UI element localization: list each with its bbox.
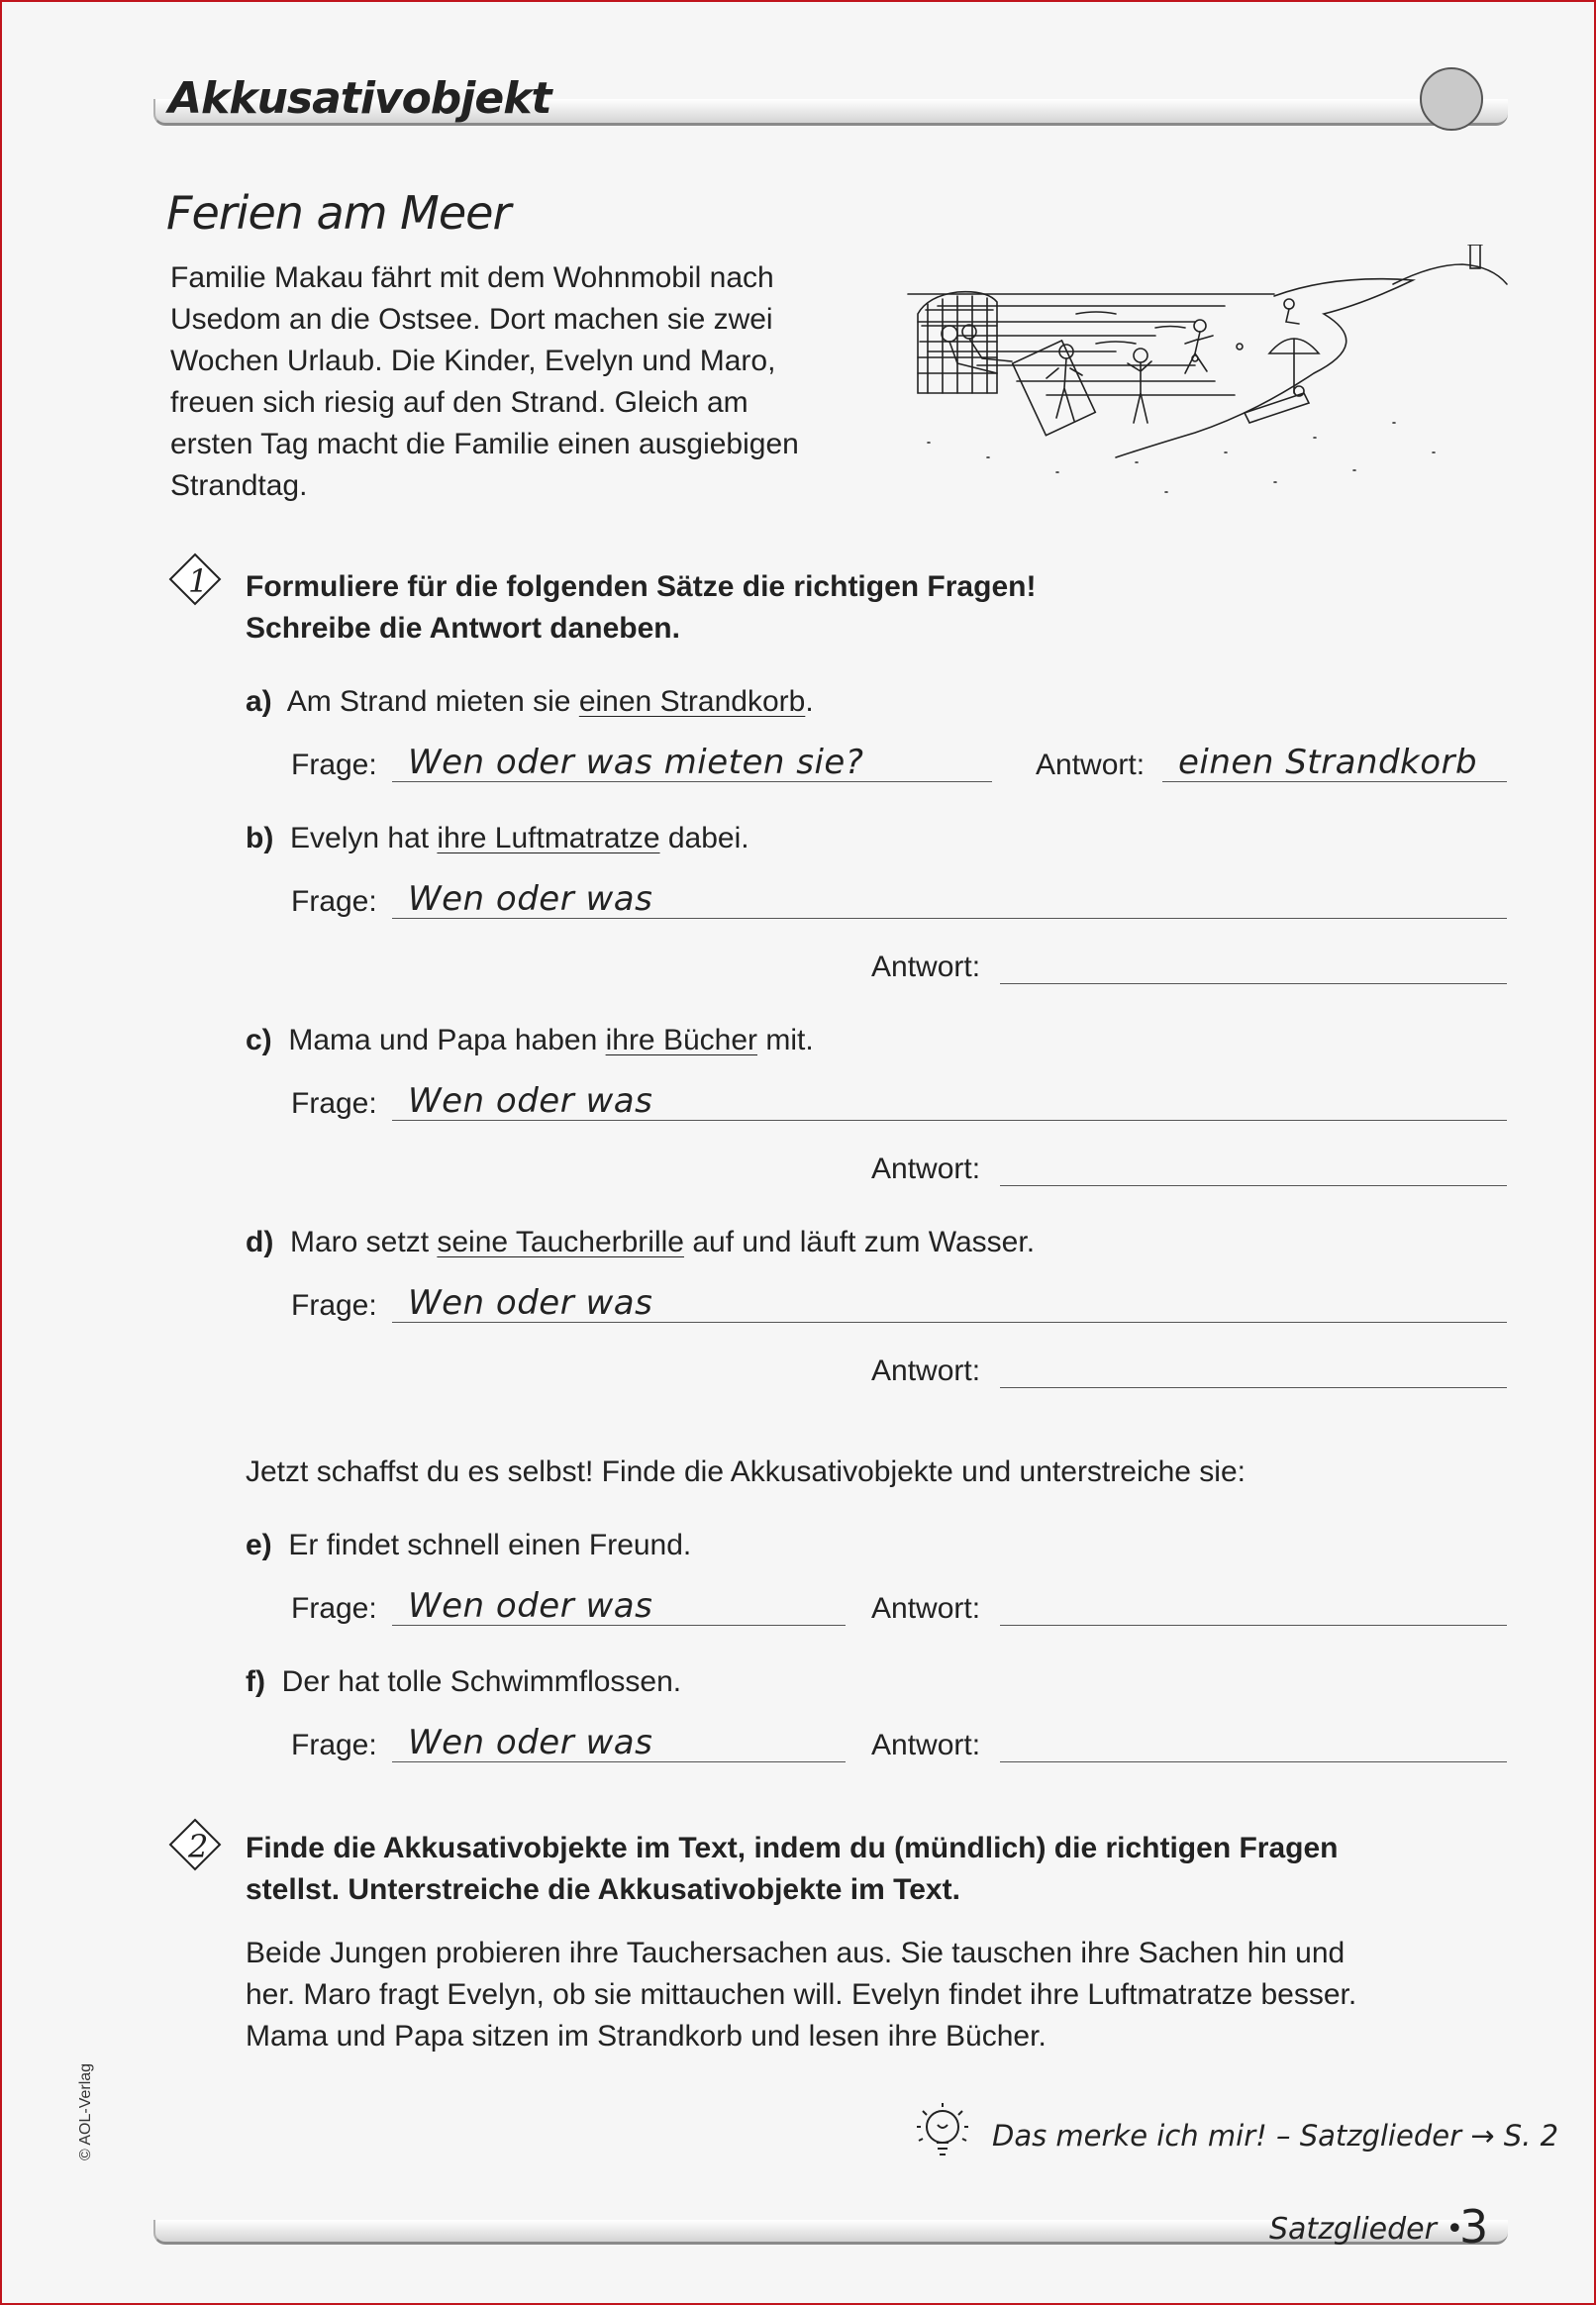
sentence-text: dabei. [659, 822, 749, 854]
item-a-sentence [246, 681, 814, 723]
story-line: Usedom an die Ostsee. Dort machen sie zwei [170, 303, 773, 336]
frage-label: Frage: [291, 1087, 377, 1120]
story-title: Ferien am Meer [166, 186, 511, 240]
item-label: e) [246, 1529, 272, 1561]
frage-label: Frage: [291, 885, 377, 918]
antwort-answer-line[interactable] [1000, 1386, 1507, 1388]
footer-section: Satzglieder • [1269, 2212, 1464, 2247]
item-c-sentence [246, 1020, 814, 1061]
sentence-text: Evelyn hat [290, 822, 438, 854]
sentence-text: Der hat tolle Schwimmflossen. [281, 1665, 682, 1698]
page-title: Akkusativobjekt [168, 73, 551, 124]
task-2-instruction [246, 1828, 1339, 1911]
antwort-answer-line[interactable] [1000, 1624, 1507, 1626]
frage-label: Frage: [291, 1729, 377, 1761]
story-line: freuen sich riesig auf den Strand. Gleich am [170, 386, 748, 419]
item-label: f) [246, 1665, 265, 1698]
akkusativ-object: ihre Bücher [605, 1024, 758, 1056]
header-circle [1420, 67, 1483, 131]
self-instruction: Jetzt schaffst du es selbst! Finde die Akkusativobjekte und unterstreiche sie: [246, 1455, 1246, 1488]
sentence-text: Maro setzt [290, 1226, 438, 1258]
task-1-instruction-line: Formuliere für die folgenden Sätze die richtigen Fragen! [246, 570, 1037, 603]
item-b-sentence [246, 818, 749, 859]
sentence-text: auf und läuft zum Wasser. [683, 1226, 1036, 1258]
antwort-answer-line[interactable] [1000, 1760, 1507, 1762]
frage-label: Frage: [291, 749, 377, 781]
antwort-label: Antwort: [1036, 749, 1146, 781]
item-label: b) [246, 822, 274, 854]
task-2-number: 2 [188, 1828, 209, 1865]
antwort-label: Antwort: [871, 1729, 981, 1761]
frage-label: Frage: [291, 1592, 377, 1625]
antwort-answer-line[interactable] [1000, 982, 1507, 984]
task-2-text-line: Mama und Papa sitzen im Strandkorb und lesen ihre Bücher. [246, 2020, 1047, 2053]
tip-reference: Das merke ich mir! – Satzglieder → S. 2 [992, 2119, 1559, 2153]
story-line: Strandtag. [170, 469, 308, 502]
copyright: © AOL-Verlag [77, 2062, 94, 2160]
story-line: Wochen Urlaub. Die Kinder, Evelyn und Maro, [170, 345, 776, 377]
sentence-text: mit. [757, 1024, 814, 1056]
story-text [170, 257, 883, 507]
task-2-text-line: Beide Jungen probieren ihre Tauchersachen aus. Sie tauschen ihre Sachen hin und [246, 1937, 1346, 1969]
frage-handwriting: Wen oder was [408, 879, 653, 919]
antwort-handwriting: einen Strandkorb [1178, 743, 1478, 782]
antwort-label: Antwort: [871, 1354, 981, 1387]
item-label: a) [246, 685, 272, 718]
sentence-text: Er findet schnell einen Freund. [288, 1529, 692, 1561]
sentence-text: Mama und Papa haben [288, 1024, 606, 1056]
sentence-text: Am Strand mieten sie [286, 685, 579, 718]
task-1-instruction-line: Schreibe die Antwort daneben. [246, 612, 680, 645]
story-line: Familie Makau fährt mit dem Wohnmobil nach [170, 261, 774, 294]
item-label: c) [246, 1024, 272, 1056]
task-2-text-line: her. Maro fragt Evelyn, ob sie mittauchen will. Evelyn findet ihre Luftmatratze besser. [246, 1978, 1357, 2011]
akkusativ-object: seine Taucherbrille [437, 1226, 684, 1258]
frage-handwriting: Wen oder was [408, 1283, 653, 1323]
page-number: 3 [1459, 2200, 1489, 2254]
item-e-sentence [246, 1525, 691, 1566]
story-line: ersten Tag macht die Familie einen ausgiebigen [170, 428, 799, 460]
lightbulb-icon [905, 2099, 974, 2168]
akkusativ-object: einen Strandkorb [578, 685, 806, 718]
task-2-instruction-line: Finde die Akkusativobjekte im Text, indem du (mündlich) die richtigen Fragen [246, 1832, 1339, 1864]
sentence-text: . [805, 685, 814, 718]
task-1-number: 1 [188, 562, 209, 600]
item-f-sentence [246, 1661, 681, 1703]
antwort-label: Antwort: [871, 951, 981, 983]
frage-label: Frage: [291, 1289, 377, 1322]
task-1-instruction [246, 566, 1036, 650]
task-2-text [246, 1933, 1356, 2057]
task-2-instruction-line: stellst. Unterstreiche die Akkusativobjekte im Text. [246, 1873, 960, 1906]
frage-handwriting: Wen oder was [408, 1723, 653, 1762]
antwort-label: Antwort: [871, 1592, 981, 1625]
beach-illustration [898, 245, 1512, 527]
frage-handwriting: Wen oder was [408, 1081, 653, 1121]
item-d-sentence [246, 1222, 1035, 1263]
akkusativ-object: ihre Luftmatratze [437, 822, 660, 854]
antwort-answer-line[interactable] [1000, 1184, 1507, 1186]
item-label: d) [246, 1226, 274, 1258]
frage-handwriting: Wen oder was [408, 1586, 653, 1626]
antwort-label: Antwort: [871, 1152, 981, 1185]
frage-handwriting: Wen oder was mieten sie? [408, 743, 864, 782]
